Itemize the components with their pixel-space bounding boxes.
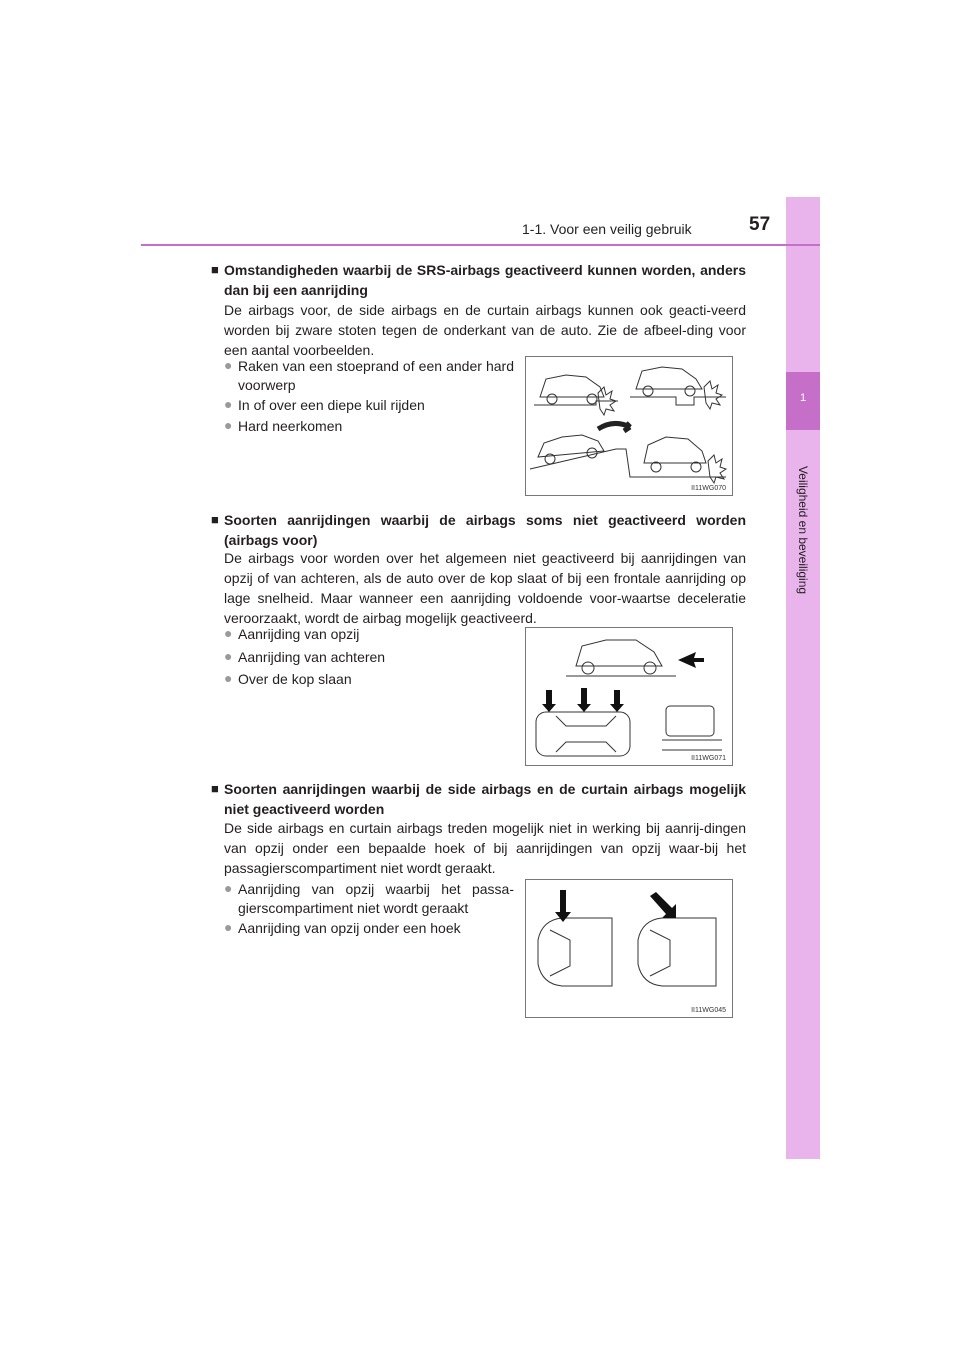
bullet-marker: ● <box>224 357 233 373</box>
header-rule <box>141 244 820 246</box>
bullet-item <box>224 357 514 395</box>
bullet-text: Over de kop slaan <box>238 671 352 687</box>
figure-code: II11WG045 <box>691 1007 726 1014</box>
figure-side-impacts <box>525 879 733 1018</box>
bullet-marker: ● <box>224 880 233 896</box>
figure-code: II11WG070 <box>691 485 726 492</box>
section-marker: ■ <box>211 262 219 277</box>
bullet-item <box>224 670 514 689</box>
chapter-number: 1 <box>799 392 807 404</box>
bullet-item <box>224 919 514 938</box>
chapter-label: Veiligheid en beveiliging <box>796 465 810 595</box>
bullet-text: Aanrijding van opzij onder een hoek <box>238 920 461 936</box>
bullet-text: Hard neerkomen <box>238 418 343 434</box>
section-marker: ■ <box>211 512 219 527</box>
section-title <box>211 260 746 300</box>
section-title <box>211 510 746 550</box>
section-title <box>211 779 746 819</box>
bullet-marker: ● <box>224 648 233 664</box>
chapter-side-tab <box>786 197 820 1159</box>
bullet-marker: ● <box>224 396 233 412</box>
bullet-text: Raken van een stoeprand of een ander hard voorwerp <box>238 358 514 393</box>
underbody-impacts-illustration <box>526 357 732 495</box>
section-body: De airbags voor worden over het algemeen niet geactiveerd bij aanrijdingen van opzij of van achteren, als de auto over de kop slaat of bij een frontale aanrijding op lage snelheid. Maar wanneer een aanrijding voldoende voor-waartse deceleratie veroorzaakt, wordt de airbag mogelijk geactiveerd. <box>224 550 746 626</box>
bullet-item <box>224 625 514 644</box>
page-number: 57 <box>749 214 771 235</box>
header-section-title: 1-1. Voor een veilig gebruik <box>522 221 692 237</box>
section-title-text: Soorten aanrijdingen waarbij de side airbags en de curtain airbags mogelijk niet geactiveerd worden <box>224 781 746 817</box>
bullet-item <box>224 880 514 918</box>
figure-code: II11WG071 <box>691 755 726 762</box>
bullet-marker: ● <box>224 417 233 433</box>
bullet-marker: ● <box>224 625 233 641</box>
section-body: De airbags voor, de side airbags en de curtain airbags kunnen ook geacti-veerd worden bij zware stoten tegen de onderkant van de auto. Zie de afbeel-ding voor een aantal voorbeelden. <box>224 302 746 358</box>
bullet-text: In of over een diepe kuil rijden <box>238 397 425 413</box>
section-marker: ■ <box>211 781 219 796</box>
figure-impact-types <box>525 627 733 766</box>
figure-underbody-impacts <box>525 356 733 496</box>
bullet-item <box>224 417 514 436</box>
bullet-item <box>224 648 514 667</box>
bullet-text: Aanrijding van opzij <box>238 626 360 642</box>
bullet-text: Aanrijding van achteren <box>238 649 386 665</box>
impact-types-illustration <box>526 628 732 765</box>
bullet-marker: ● <box>224 919 233 935</box>
section-title-text: Soorten aanrijdingen waarbij de airbags soms niet geactiveerd worden (airbags voor) <box>224 512 746 548</box>
bullet-marker: ● <box>224 670 233 686</box>
side-impacts-illustration <box>526 880 732 1017</box>
bullet-item <box>224 396 514 415</box>
section-title-text: Omstandigheden waarbij de SRS-airbags geactiveerd kunnen worden, anders dan bij een aanrijding <box>224 262 746 298</box>
bullet-text: Aanrijding van opzij waarbij het passa-gierscompartiment niet wordt geraakt <box>238 881 514 916</box>
section-body: De side airbags en curtain airbags treden mogelijk niet in werking bij aanrij-dingen van opzij onder een bepaalde hoek of bij aanrijdingen van opzij waar-bij het passagierscompartiment niet wordt geraakt. <box>224 820 746 876</box>
